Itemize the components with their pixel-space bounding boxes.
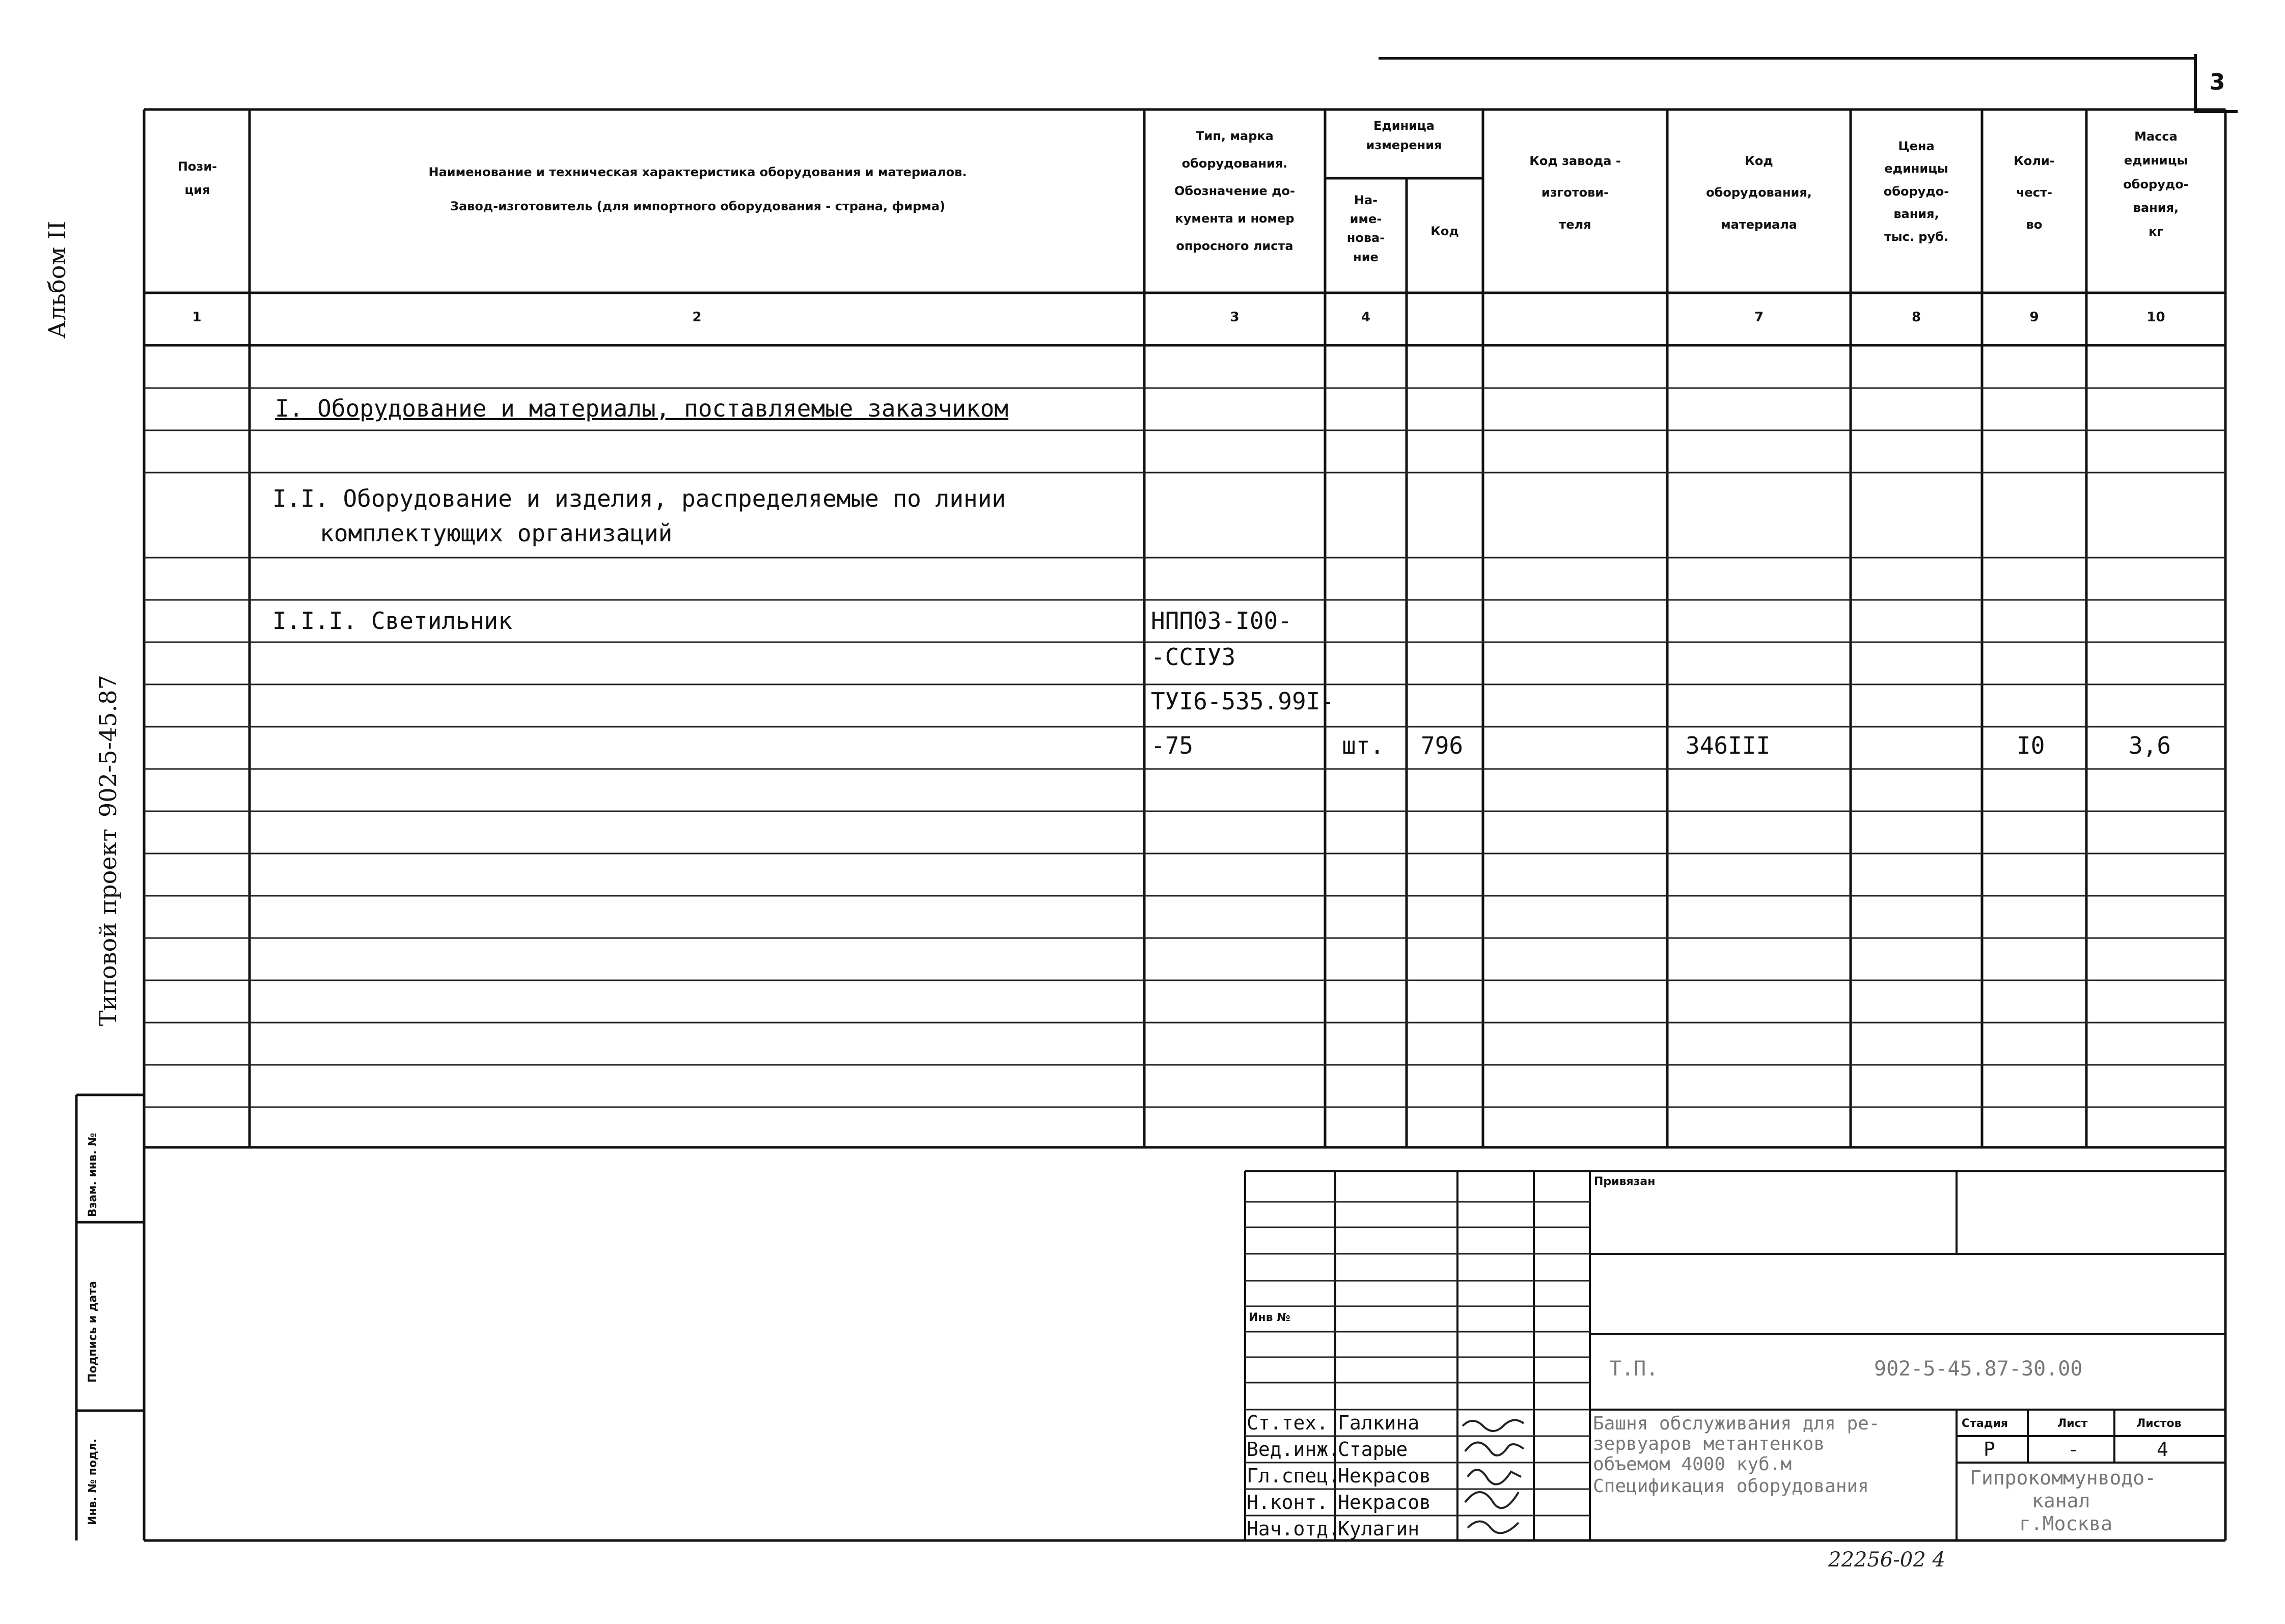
bottom-archive-code: 22256-02 4 — [1828, 1548, 1945, 1572]
sheets-value: 4 — [2157, 1438, 2168, 1461]
stamp-signature: Подпись и дата — [87, 1281, 99, 1383]
sheet-value: - — [2068, 1438, 2079, 1461]
bound-label: Привязан — [1594, 1175, 1656, 1188]
section-heading-1: I. Оборудование и материалы, поставляемые заказчиком — [275, 395, 1009, 422]
title-line: объемом 4000 куб.м — [1593, 1454, 1792, 1475]
mass-cell: 3,6 — [2129, 732, 2171, 759]
stage-header: Стадия — [1962, 1417, 2008, 1430]
item-name: I.I.I. Светильник — [272, 607, 512, 635]
name-label: Галкина — [1338, 1412, 1420, 1434]
col4-group-header: Единица измерения — [1366, 119, 1442, 153]
col-number: 8 — [1911, 310, 1921, 325]
inv-label: Инв № — [1249, 1311, 1290, 1324]
org-line: канал — [2032, 1490, 2090, 1512]
item-type-line: -ССIУЗ — [1151, 643, 1236, 671]
project-type-label: Типовой проект — [94, 829, 122, 1026]
role-label: Нач.отд. — [1247, 1518, 1340, 1540]
qty-cell: I0 — [2017, 732, 2045, 759]
col8-header: Цена единицы оборудо- вания, тыс. руб. — [1883, 139, 1949, 244]
section-heading-1-1b: комплектующих организаций — [320, 519, 673, 547]
col3-header: Тип, марка оборудования. Обозначение до- кумента и номер опросного листа — [1174, 129, 1295, 253]
col2-header: Наименование и техническая характеристика оборудования и материалов. Завод-изготовитель (для импортного оборудования - страна, фирма) — [428, 165, 967, 214]
album-label: Альбом II — [43, 221, 71, 339]
col5-header: Код завода - изготови- теля — [1529, 154, 1621, 232]
col-number: 3 — [1230, 310, 1240, 325]
name-label: Некрасов — [1338, 1465, 1431, 1487]
col10-header: Масса единицы оборудо- вания, кг — [2123, 129, 2189, 239]
role-label: Гл.спец. — [1247, 1465, 1340, 1487]
name-label: Старые — [1338, 1438, 1408, 1461]
doc-prefix: Т.П. — [1609, 1357, 1659, 1381]
col-number: 9 — [2029, 310, 2039, 325]
name-label: Некрасов — [1338, 1491, 1431, 1513]
col1-header: Пози- ция — [177, 159, 217, 197]
col-number: 2 — [692, 310, 702, 325]
col4a-header: На- име- нова- ние — [1346, 193, 1385, 264]
stage-value: Р — [1984, 1438, 1995, 1461]
col7-header: Код оборудования, материала — [1706, 154, 1812, 232]
signatures — [1457, 1413, 1534, 1540]
project-code-label: 902-5-45.87 — [94, 675, 122, 817]
sheet-number: 3 — [2194, 54, 2238, 113]
doc-code: 902-5-45.87-30.00 — [1874, 1357, 2083, 1381]
role-label: Вед.инж. — [1247, 1438, 1340, 1461]
col9-header: Коли- чест- во — [2014, 154, 2055, 232]
role-label: Ст.тех. — [1247, 1412, 1329, 1434]
col-number: 4 — [1361, 310, 1371, 325]
col-number: 7 — [1754, 310, 1764, 325]
name-label: Кулагин — [1338, 1518, 1420, 1540]
title-line: зервуаров метантенков — [1593, 1434, 1825, 1454]
stamp-inv-no: Инв. № подл. — [87, 1438, 99, 1525]
item-type-line: ТУI6-535.99I- — [1151, 687, 1335, 715]
sheets-header: Листов — [2136, 1417, 2182, 1430]
item-type-line: НПП03-I00- — [1151, 607, 1292, 635]
unit-cell: шт. — [1342, 732, 1385, 759]
col-number: 1 — [192, 310, 202, 325]
role-label: Н.конт. — [1247, 1491, 1329, 1513]
section-heading-1-1a: I.I. Оборудование и изделия, распределяемые по линии — [272, 485, 1006, 512]
org-line: г.Москва — [2019, 1512, 2113, 1535]
equip-code-cell: 346III — [1686, 732, 1771, 759]
title-line: Башня обслуживания для ре- — [1593, 1413, 1880, 1434]
sheet-header: Лист — [2057, 1417, 2088, 1430]
stamp-replace-inv: Взам. инв. № — [87, 1133, 99, 1217]
item-type-line: -75 — [1151, 732, 1194, 759]
org-line: Гипрокоммунводо- — [1970, 1467, 2157, 1489]
title-line: Спецификация оборудования — [1593, 1476, 1869, 1497]
col4b-header: Код — [1430, 224, 1459, 238]
unit-code-cell: 796 — [1421, 732, 1464, 759]
col-number: 10 — [2146, 310, 2165, 325]
